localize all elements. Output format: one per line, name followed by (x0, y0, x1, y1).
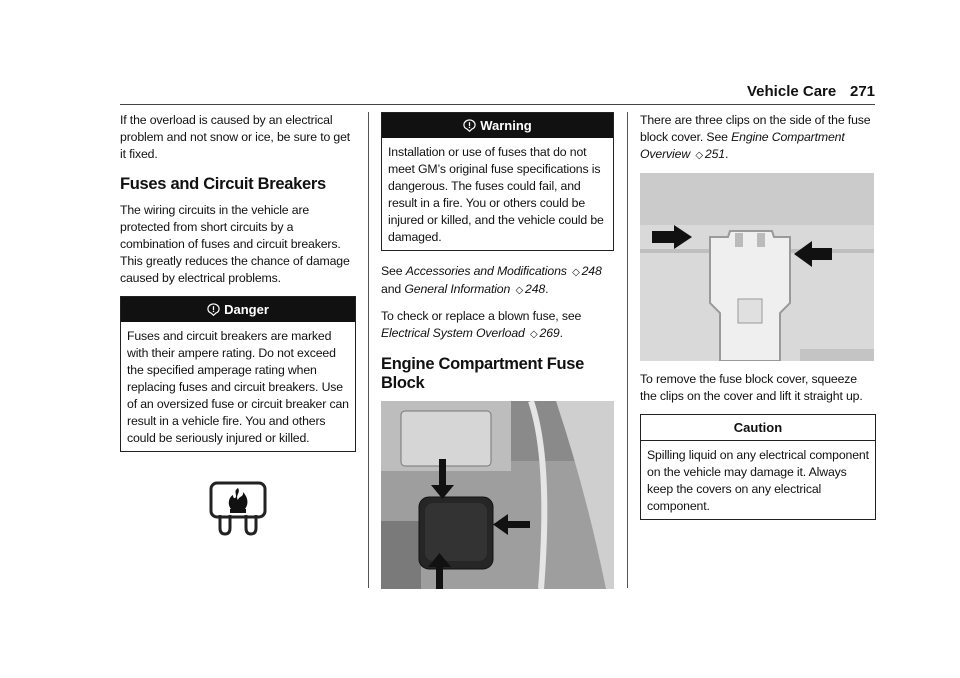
warning-title: Warning (480, 118, 532, 133)
danger-box (120, 296, 356, 452)
section-heading-engine-fuse-block: Engine Compartment Fuse Block (381, 355, 585, 392)
column-divider-1 (368, 112, 369, 588)
reference-arrow-icon: ◇ (695, 150, 703, 161)
caution-body: Spilling liquid on any electrical component on the vehicle may damage it. Always keep the covers on any electrical component. (647, 448, 869, 513)
hazard-icon (207, 303, 220, 316)
column-1 (120, 112, 356, 560)
caution-box (640, 414, 876, 520)
clips-paragraph: There are three clips on the side of the fuse block cover. See Engine Compartment Overview ◇ 251. (640, 113, 871, 161)
header-divider (120, 104, 875, 105)
warning-header (382, 113, 613, 138)
fuse-fire-warning-icon (208, 480, 298, 560)
reference-arrow-icon: ◇ (572, 267, 580, 278)
xref-accessories[interactable]: Accessories and Modifications (405, 264, 567, 278)
intro-paragraph: If the overload is caused by an electrical problem and not snow or ice, be sure to get it fixed. (120, 113, 351, 161)
section-title: Vehicle Care (747, 83, 837, 100)
xref-page-251[interactable]: 251 (704, 147, 725, 161)
page-number: 271 (850, 83, 876, 100)
xref-engine-overview[interactable]: Engine Compartment Overview (640, 130, 845, 161)
column-3 (640, 112, 876, 532)
fuses-paragraph: The wiring circuits in the vehicle are protected from short circuits by a combination of fuses and circuit breakers. This greatly reduces the chance of damage caused by electrical problems. (120, 203, 350, 285)
column-divider-2 (627, 112, 628, 588)
xref-page-248b[interactable]: 248 (525, 282, 546, 296)
danger-body: Fuses and circuit breakers are marked with their ampere rating. Do not exceed the specified amperage rating when replacing fuses and circuit breakers. Use of an oversized fuse or circuit breaker can result in a vehicle fire. You and others could be seriously injured or killed. (127, 329, 349, 445)
fuse-block-clips-photo (640, 173, 874, 361)
engine-compartment-photo (381, 401, 614, 589)
danger-title: Danger (224, 302, 269, 317)
reference-arrow-icon: ◇ (530, 329, 538, 340)
xref-page-248a[interactable]: 248 (581, 264, 602, 278)
warning-box (381, 112, 614, 251)
xref-general-info[interactable]: General Information (404, 282, 511, 296)
warning-body: Installation or use of fuses that do not meet GM’s original fuse specifications is dangerous. The fuses could fail, and result in a fire. You or others could be injured or killed, and the vehicle could be damaged. (388, 145, 604, 244)
danger-header (121, 297, 355, 322)
caution-header: Caution (641, 415, 875, 441)
reference-arrow-icon: ◇ (515, 285, 524, 296)
remove-cover-paragraph: To remove the fuse block cover, squeeze the clips on the cover and lift it straight up. (640, 372, 863, 403)
see-overload-paragraph: To check or replace a blown fuse, see Electrical System Overload ◇ 269. (381, 309, 582, 340)
column-2 (381, 112, 614, 599)
section-heading-fuses: Fuses and Circuit Breakers (120, 175, 326, 193)
xref-page-269[interactable]: 269 (539, 326, 560, 340)
hazard-icon (463, 119, 476, 132)
see-accessories-paragraph: See Accessories and Modifications ◇ 248 and General Information ◇ 248. (381, 264, 602, 296)
xref-electrical-overload[interactable]: Electrical System Overload (381, 326, 525, 340)
